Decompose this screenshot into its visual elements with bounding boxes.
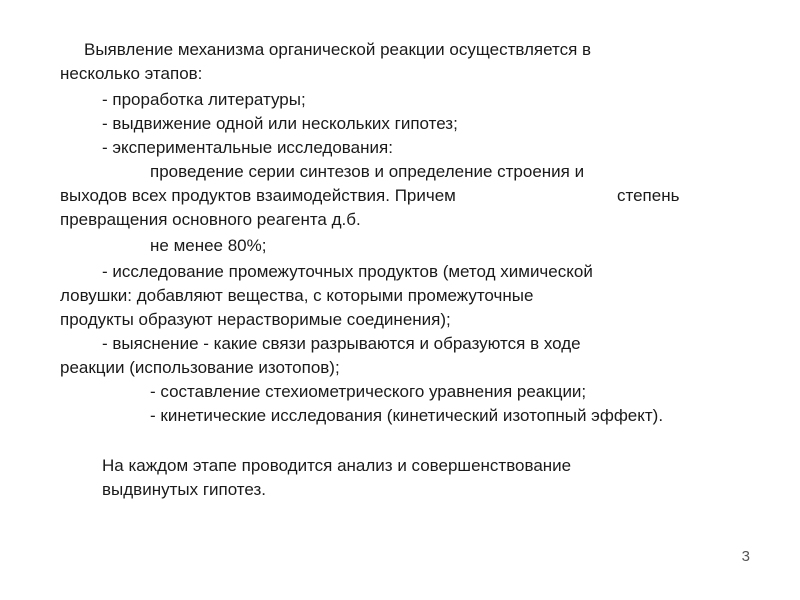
paragraph-line-conversion: превращения основного реагента д.б. <box>60 210 361 229</box>
conclusion-line-2: выдвинутых гипотез. <box>102 480 266 499</box>
page-number: 3 <box>741 548 750 565</box>
list-item-kinetics: - кинетические исследования (кинетический изотопный эффект). <box>150 406 664 425</box>
paragraph-line-isotopes: реакции (использование изотопов); <box>60 358 340 377</box>
conclusion-line-1: На каждом этапе проводится анализ и совершенствование <box>102 456 572 475</box>
list-item-hypotheses: - выдвижение одной или нескольких гипотез; <box>102 114 458 133</box>
paragraph-word-degree: степень <box>617 186 680 205</box>
paragraph-line-yields: выходов всех продуктов взаимодействия. Причем <box>60 186 456 205</box>
paragraph-line-insoluble: продукты образуют нерастворимые соединения); <box>60 310 451 329</box>
list-item-bonds: - выяснение - какие связи разрываются и образуются в ходе <box>102 334 581 353</box>
paragraph-line-threshold: не менее 80%; <box>150 236 267 255</box>
paragraph-line-2: несколько этапов: <box>60 64 203 83</box>
paragraph-line-synthesis: проведение серии синтезов и определение строения и <box>150 162 585 181</box>
list-item-stoichiometry: - составление стехиометрического уравнения реакции; <box>150 382 587 401</box>
list-item-literature: - проработка литературы; <box>102 90 306 109</box>
paragraph-line-1: Выявление механизма органической реакции осуществляется в <box>84 40 592 59</box>
paragraph-line-trap: ловушки: добавляют вещества, с которыми промежуточные <box>60 286 534 305</box>
list-item-intermediates: - исследование промежуточных продуктов (метод химической <box>102 262 593 281</box>
list-item-experiments: - экспериментальные исследования: <box>102 138 393 157</box>
